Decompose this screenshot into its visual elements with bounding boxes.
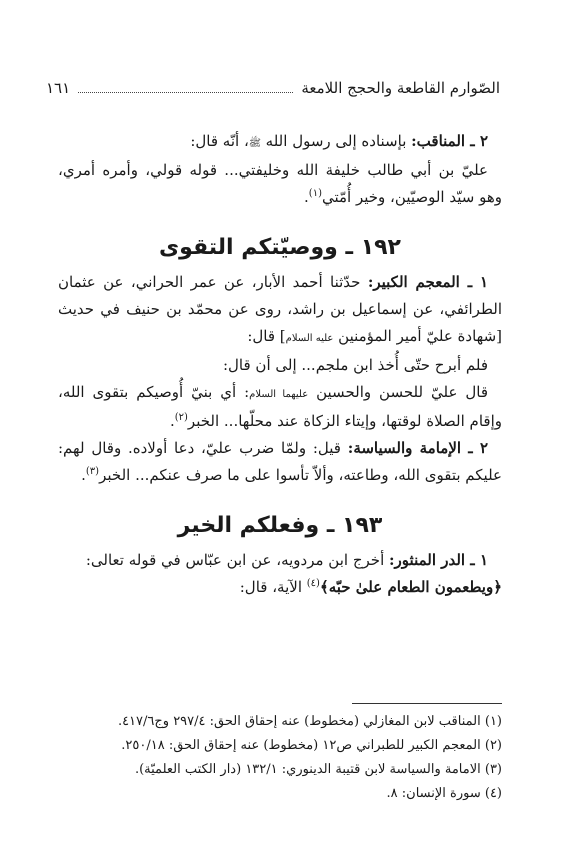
honorific: عليه السلام	[285, 333, 334, 344]
section-title-192: ١٩٢ ـ ووصيّتكم التقوى	[159, 235, 401, 260]
paragraph-text: ] قال:	[247, 327, 286, 345]
punctuation: .	[169, 412, 175, 430]
source-label: ٢ ـ المناقب:	[411, 132, 488, 150]
paragraph-mujam	[58, 269, 502, 352]
paragraph-text: الآية، قال:	[239, 578, 307, 596]
section-title-193: ١٩٣ ـ وفعلكم الخير	[177, 513, 383, 538]
source-label: ١ ـ المعجم الكبير:	[367, 273, 488, 291]
main-text	[58, 128, 502, 601]
quote-text: عليّ بن أبي طالب خليفة الله وخليفتي... قوله قولي، وأمره أمري، وهو سيّد الوصيّين، وخير أُمّتي	[58, 161, 502, 206]
paragraph-manaqib	[58, 128, 502, 157]
header-dots	[78, 91, 293, 93]
quran-verse: ﴿ويطعمون الطعام علىٰ حبّه﴾	[319, 578, 502, 596]
quote-paragraph	[58, 157, 502, 211]
punctuation: .	[304, 188, 309, 206]
footnote-item: (٢) المعجم الكبير للطبراني ص١٢ (مخطوط) عنه إحقاق الحق: ٢٥٠/١٨.	[121, 738, 502, 753]
footnote-ref-4: (٤)	[306, 578, 320, 589]
honorific: ﷺ	[248, 138, 261, 149]
footnote-ref-3: (٣)	[85, 466, 100, 477]
footnote-divider	[352, 703, 502, 704]
paragraph-verse	[58, 574, 502, 601]
paragraph-text: قال عليّ للحسن والحسين	[308, 383, 488, 401]
paragraph-durr	[58, 547, 502, 574]
paragraph-imama	[58, 435, 502, 489]
paragraph-text: قيل: ولمّا ضرب عليّ، دعا أولاده. وقال لهم: عليكم بتقوى الله، وطاعته، وألاّ تأسوا على ما صرف عنكم... الخبر	[58, 439, 502, 484]
running-header	[46, 78, 500, 98]
page-number: ١٦١	[46, 79, 71, 97]
source-label: ٢ ـ الإمامة والسياسة:	[347, 439, 488, 457]
paragraph-text: : أي بنيّ أُوصيكم بتقوى الله، وإقام الصلاة لوقتها، وإيتاء الزكاة عند محلّها... الخبر	[58, 383, 502, 430]
footnote-item: (١) المناقب لابن المغازلي (مخطوط) عنه إحقاق الحق: ٢٩٧/٤ وج٤١٧/٦.	[117, 714, 502, 729]
header-title: الصّوارم القاطعة والحجج اللامعة	[301, 79, 500, 97]
paragraph-text: حدّثنا أحمد الأبار، عن عمر الحراني، عن عثمان الطرائفي، عن إسماعيل بن راشد، روى عن محمّد بن حنيف في حديث [شهادة عليّ أمير المؤمنين	[58, 273, 502, 345]
footnote-item: (٣) الامامة والسياسة لابن قتيبة الدينوري: ١٣٢/١ (دار الكتب العلميّة).	[134, 762, 502, 777]
honorific: عليهما السلام	[249, 389, 309, 400]
footnote-ref-1: (١)	[308, 188, 322, 199]
paragraph-text: أخرج ابن مردويه، عن ابن عبّاس في قوله تعالى:	[85, 551, 390, 569]
footnotes	[58, 710, 502, 806]
paragraph-text: بإسناده إلى رسول الله	[260, 132, 412, 150]
footnote-ref-2: (٢)	[174, 412, 188, 423]
footnote-item: (٤) سورة الإنسان: ٨.	[386, 786, 502, 801]
punctuation: .	[81, 466, 86, 484]
paragraph-abrah: فلم أبرح حتّى أُخذ ابن ملجم... إلى أن قال:	[222, 356, 488, 374]
paragraph-wasiyya	[58, 379, 502, 435]
source-label: ١ ـ الدر المنثور:	[389, 551, 488, 569]
paragraph-text: ، أنّه قال:	[190, 132, 249, 150]
